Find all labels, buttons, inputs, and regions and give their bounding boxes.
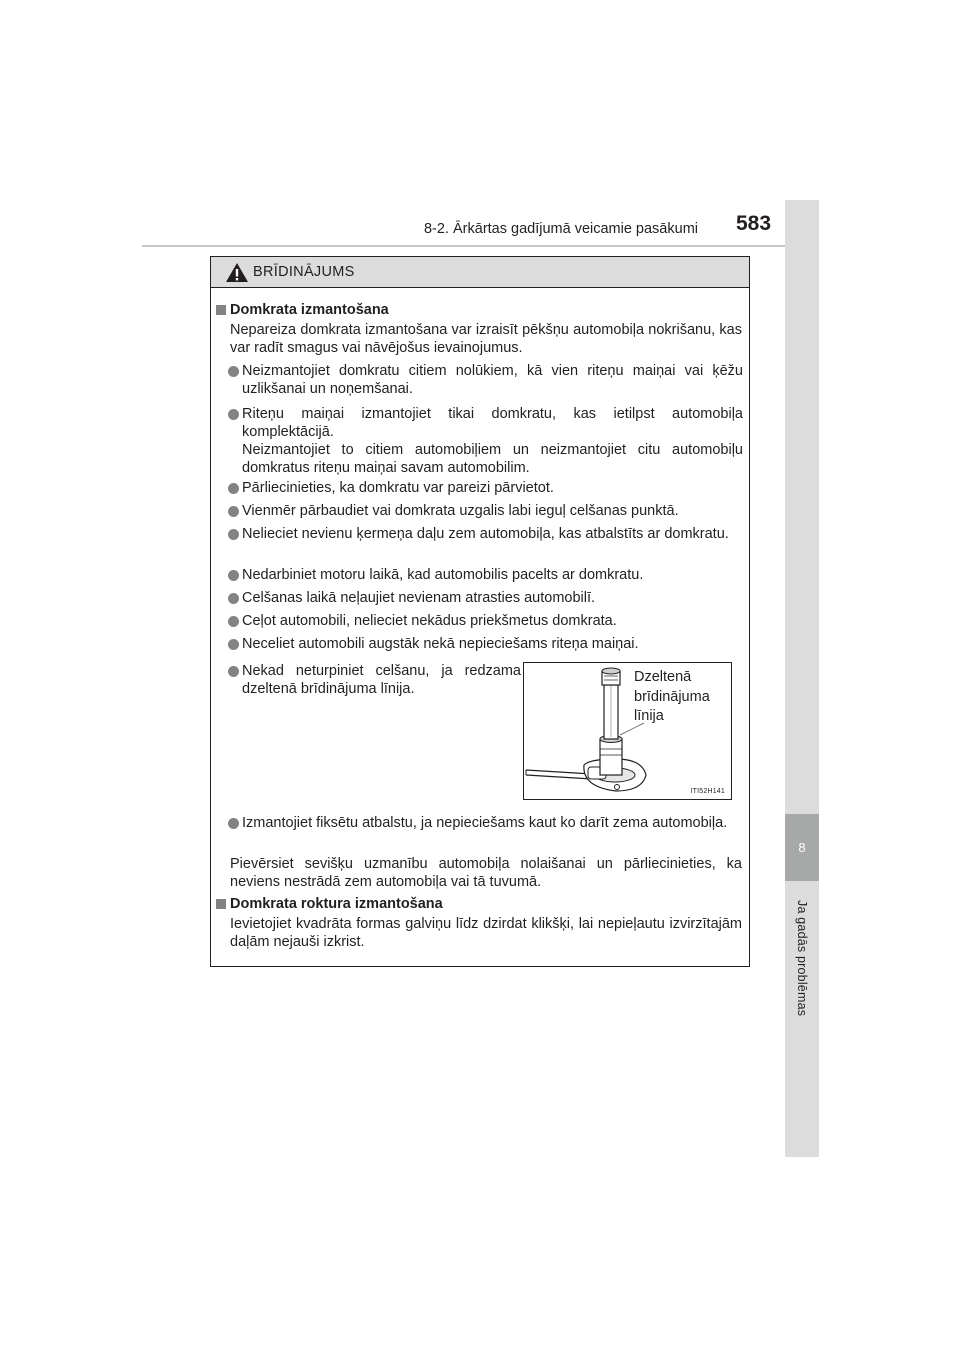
chapter-title: Ja gadās problēmas — [795, 900, 809, 1017]
bullet-dot-icon — [228, 570, 239, 581]
bullet-dot-icon — [228, 616, 239, 627]
section-heading-jack-handle: Domkrata roktura izmantošana — [211, 895, 747, 913]
list-item: Nedarbiniet motoru laikā, kad automobilis pacelts ar domkratu. — [211, 566, 743, 584]
list-item: Celšanas laikā neļaujiet nevienam atrasties automobilī. — [211, 589, 743, 607]
outro-paragraph: Pievērsiet sevišķu uzmanību automobiļa nolaišanai un pārliecinieties, ka neviens nestrādā zem automobiļa vai tā tuvumā. — [230, 856, 742, 890]
list-item: Neceliet automobili augstāk nekā nepieciešams riteņa maiņai. — [211, 635, 743, 653]
bullet-dot-icon — [228, 593, 239, 604]
list-item: Nelieciet nevienu ķermeņa daļu zem automobiļa, kas atbalstīts ar domkratu. — [211, 525, 743, 543]
list-item: Riteņu maiņai izmantojiet tikai domkratu, kas ietilpst automobiļa komplektācijā. Neizmantojiet to citiem automobiļiem un neizmantojiet citu automobiļu domkratus riteņu maiņai savam automobilim. — [211, 405, 743, 477]
section-title: 8-2. Ārkārtas gadījumā veicamie pasākumi — [423, 221, 698, 237]
square-bullet-icon — [216, 899, 226, 909]
bullet-dot-icon — [228, 366, 239, 377]
section2-paragraph: Ievietojiet kvadrāta formas galviņu līdz dzirdat klikšķi, lai nepieļautu izvirzītajām daļām nejauši izkrist. — [230, 916, 742, 950]
warning-title: BRĪDINĀJUMS — [253, 264, 355, 280]
bullet-dot-icon — [228, 666, 239, 677]
figure-code: ITI52H141 — [690, 788, 725, 795]
chapter-title-vertical — [785, 890, 819, 1130]
jack-illustration — [523, 662, 732, 800]
list-item: Izmantojiet fiksētu atbalstu, ja nepieciešams kaut ko darīt zema automobiļa. — [211, 814, 743, 832]
figure-caption: Dzeltenā brīdinājuma līnija — [634, 669, 710, 724]
bullet-dot-icon — [228, 639, 239, 650]
intro-paragraph: Nepareiza domkrata izmantošana var izraisīt pēkšņu automobiļa nokrišanu, kas var radīt smagus vai nāvējošus ievainojumus. — [230, 322, 742, 356]
bullet-dot-icon — [228, 409, 239, 420]
bullet-dot-icon — [228, 818, 239, 829]
list-item: Nekad neturpiniet celšanu, ja redzama dzeltenā brīdinājuma līnija. — [211, 662, 521, 698]
square-bullet-icon — [216, 305, 226, 315]
chapter-sidebar — [785, 200, 819, 1157]
section-heading-jack-use: Domkrata izmantošana — [211, 301, 747, 319]
list-item: Neizmantojiet domkratu citiem nolūkiem, kā vien riteņu maiņai vai ķēžu uzlikšanai un noņemšanai. — [211, 362, 743, 398]
list-item: Vienmēr pārbaudiet vai domkrata uzgalis labi ieguļ celšanas punktā. — [211, 502, 743, 520]
warning-box — [210, 256, 750, 967]
page-number: 583 — [736, 212, 772, 235]
bullet-dot-icon — [228, 529, 239, 540]
bullet-dot-icon — [228, 483, 239, 494]
bullet-dot-icon — [228, 506, 239, 517]
list-item: Pārliecinieties, ka domkratu var pareizi pārvietot. — [211, 479, 743, 497]
warning-header — [211, 257, 749, 288]
list-item: Ceļot automobili, nelieciet nekādus priekšmetus domkrata. — [211, 612, 743, 630]
header-divider — [142, 245, 785, 247]
chapter-number-tab: 8 — [785, 814, 819, 881]
warning-triangle-icon — [225, 262, 249, 283]
